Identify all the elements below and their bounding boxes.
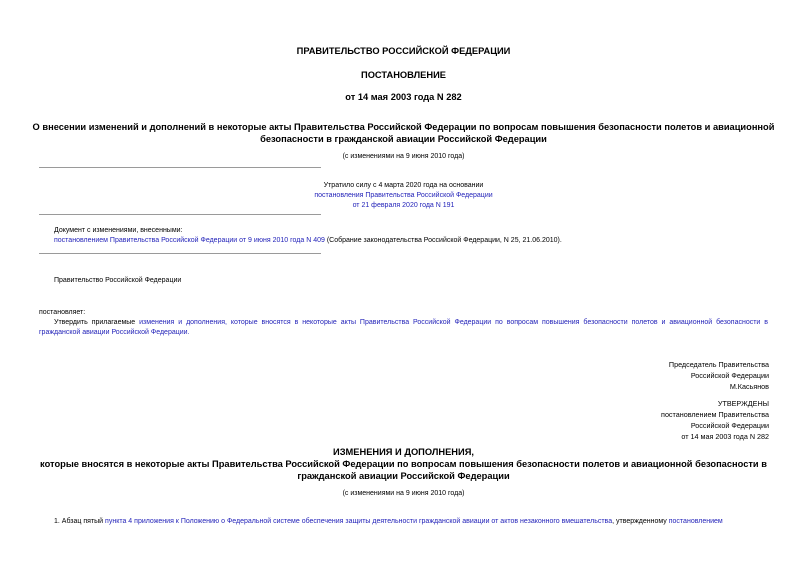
- item-1-prefix: 1. Абзац пятый: [54, 518, 104, 525]
- approved-line-3: Российской Федерации: [690, 421, 769, 430]
- resolves-line: постановляет:: [39, 309, 86, 316]
- changes-link[interactable]: постановлением Правительства Российской Федерации от 9 июня 2010 года N 409: [54, 237, 325, 244]
- signature-title-line-2: Российской Федерации: [690, 371, 769, 380]
- approval-paragraph: [39, 318, 768, 338]
- changes-block: [54, 226, 774, 246]
- approval-link[interactable]: изменения и дополнения, которые вносятся в некоторые акты Правительства Российской Федерации по вопросам повышения безопасности полетов и авиационной безопасности в гражданской авиации Российской Федерации.: [39, 319, 768, 336]
- item-1-paragraph: [54, 517, 768, 527]
- signature-block: [669, 359, 769, 392]
- changes-entry: [54, 236, 774, 246]
- expiry-note: [0, 181, 807, 211]
- approval-prefix: Утвердить прилагаемые: [54, 319, 136, 326]
- changes-label: Документ с изменениями, внесенными:: [54, 227, 183, 234]
- approved-line-4: от 14 мая 2003 года N 282: [681, 432, 769, 441]
- issuer-heading: ПРАВИТЕЛЬСТВО РОССИЙСКОЙ ФЕДЕРАЦИИ: [296, 46, 511, 56]
- appendix-title: [30, 446, 777, 482]
- expiry-link-line-2[interactable]: от 21 февраля 2020 года N 191: [352, 202, 455, 209]
- document-type: ПОСТАНОВЛЕНИЕ: [361, 70, 446, 80]
- document-date: от 14 мая 2003 года N 282: [345, 92, 462, 102]
- approved-word: УТВЕРЖДЕНЫ: [717, 399, 769, 408]
- signature-name: М.Касьянов: [729, 382, 769, 391]
- signature-title-line-1: Председатель Правительства: [668, 360, 769, 369]
- document-title-line-2: безопасности в гражданской авиации Российской Федерации: [260, 134, 547, 144]
- amendment-note: (с изменениями на 9 июня 2010 года): [342, 153, 465, 160]
- divider: [39, 214, 321, 215]
- expiry-note-line-1: Утратило силу с 4 марта 2020 года на основании: [323, 182, 484, 189]
- expiry-link-line-1[interactable]: постановления Правительства Российской Федерации: [314, 192, 493, 199]
- appendix-title-line-3: гражданской авиации Российской Федерации: [297, 471, 510, 481]
- document-title: [30, 121, 777, 145]
- divider: [39, 167, 321, 168]
- item-1-middle: , утвержденному: [612, 518, 667, 525]
- changes-source: (Собрание законодательства Российской Федерации, N 25, 21.06.2010).: [326, 237, 562, 244]
- item-1-link-2[interactable]: постановлением: [668, 518, 723, 525]
- document-title-line-1: О внесении изменений и дополнений в некоторые акты Правительства Российской Федерации по вопросам повышения безопасности полетов и авиационной: [32, 122, 775, 132]
- appendix-title-line-1: ИЗМЕНЕНИЯ И ДОПОЛНЕНИЯ,: [333, 447, 474, 457]
- approved-line-2: постановлением Правительства: [661, 410, 769, 419]
- appendix-title-line-2: которые вносятся в некоторые акты Правительства Российской Федерации по вопросам повышения безопасности полетов и авиационной безопасности в: [40, 459, 767, 469]
- government-line: Правительство Российской Федерации: [54, 277, 182, 284]
- appendix-amendment-note: (с изменениями на 9 июня 2010 года): [342, 490, 465, 497]
- item-1-link[interactable]: пункта 4 приложения к Положению о Федеральной системе обеспечения защиты деятельности гражданской авиации от актов незаконного вмешательства: [105, 518, 613, 525]
- approved-block: [661, 398, 769, 442]
- divider: [39, 253, 321, 254]
